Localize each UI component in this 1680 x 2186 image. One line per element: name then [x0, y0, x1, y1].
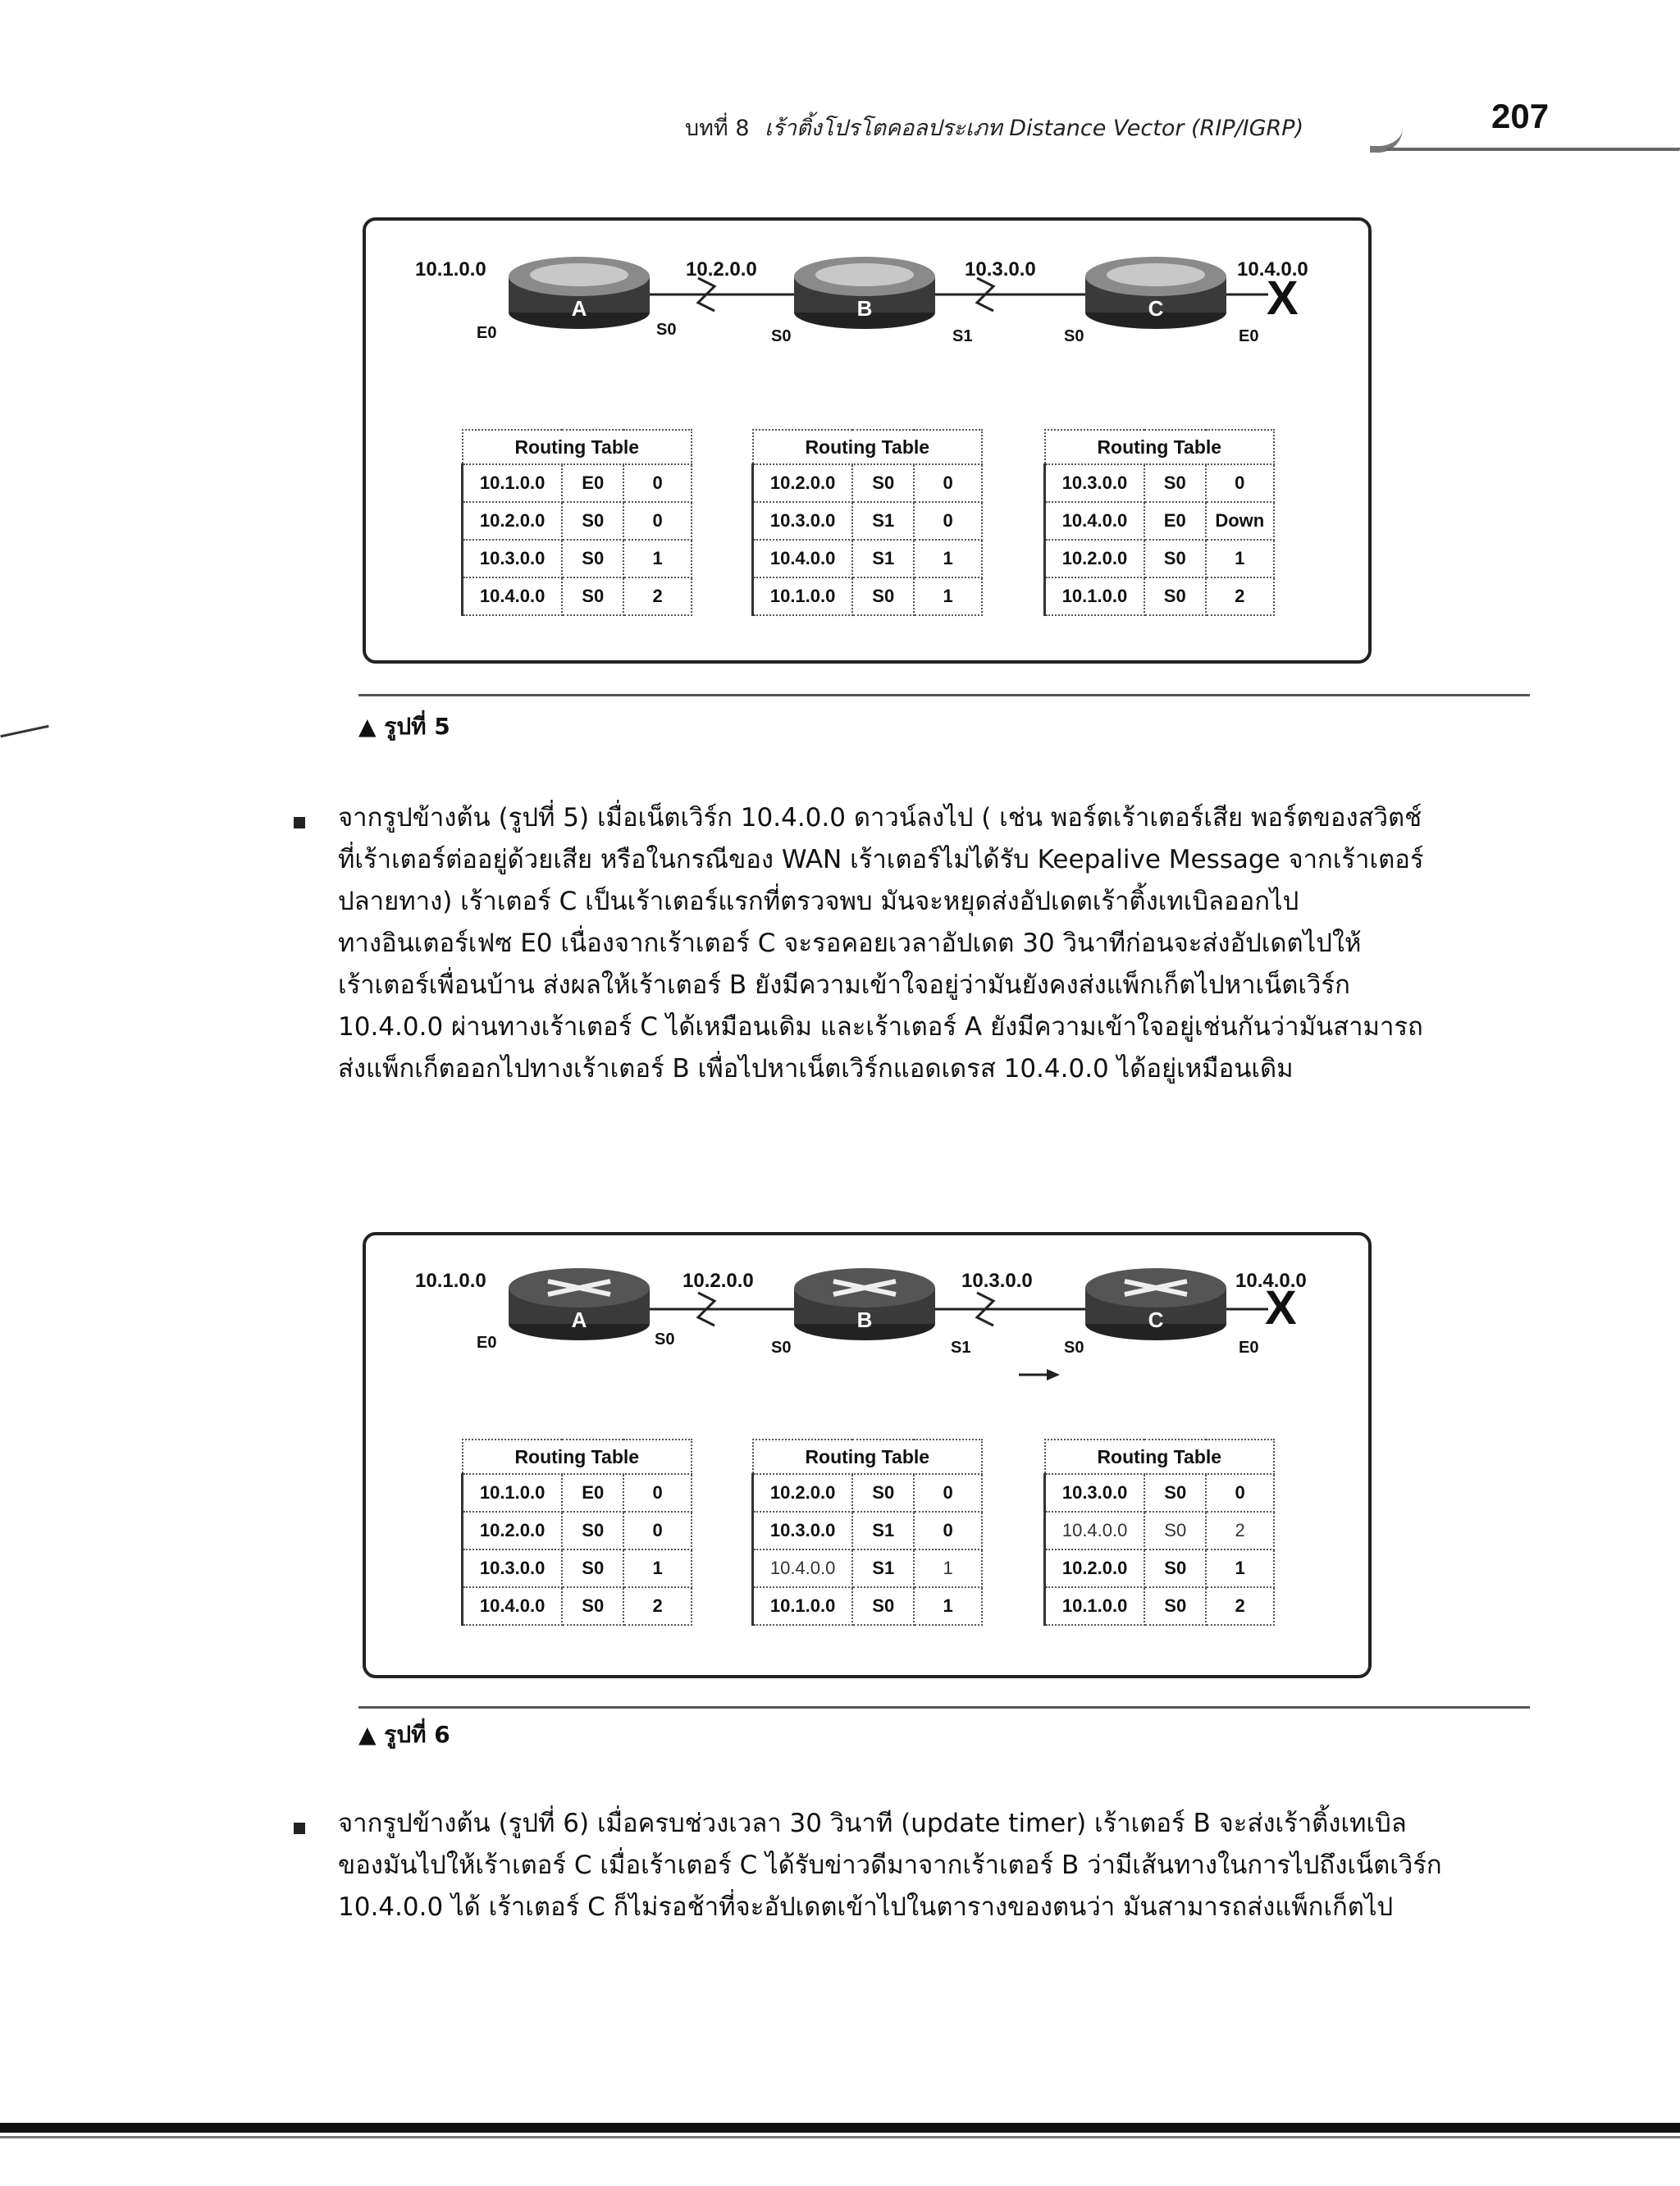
router-label: A	[571, 1307, 587, 1332]
table-row: 10.1.0.0 S0 1	[753, 1587, 983, 1625]
table-row: 10.4.0.0 S0 2	[1045, 1512, 1275, 1549]
interface-label: S1	[952, 327, 973, 345]
table-row: 10.2.0.0 S0 1	[1045, 1549, 1275, 1587]
table-row: 10.3.0.0 S0 0	[1045, 1474, 1275, 1512]
caption-rule	[358, 1706, 1530, 1709]
figure-caption: ▲ รูปที่ 6	[358, 1721, 450, 1748]
link-down-icon: X	[1267, 272, 1299, 325]
table-row: 10.4.0.0 E0 Down	[1045, 502, 1275, 540]
interface-label: E0	[1239, 1339, 1259, 1357]
router-b	[792, 1265, 937, 1342]
router-c	[1084, 253, 1228, 331]
footer-rule	[0, 2123, 1680, 2133]
interface-label: E0	[477, 1334, 497, 1352]
interface-label: S0	[1064, 327, 1084, 345]
table-row: 10.1.0.0 E0 0	[463, 1474, 692, 1512]
network-label: 10.1.0.0	[415, 1270, 486, 1292]
network-topology	[366, 221, 1368, 393]
footer-rule	[0, 2136, 1680, 2138]
router-c	[1084, 1265, 1228, 1342]
table-title: Routing Table	[753, 1440, 983, 1474]
table-row: 10.3.0.0 S0 1	[463, 540, 692, 577]
interface-label: S0	[656, 321, 677, 339]
network-label: 10.4.0.0	[1237, 258, 1308, 281]
body-paragraph: จากรูปข้างต้น (รูปที่ 5) เมื่อเน็ตเวิร์ก 10.4.0.0 ดาวน์ลงไป ( เช่น พอร์ตเร้าเตอร์เสีย พอร์ตของสวิตช์ ที่เร้าเตอร์ต่ออยู่ด้วยเสีย หรือในกรณีของ WAN เร้าเตอร์ไม่ได้รับ Keepalive Message จากเร้าเตอร์ ปลายทาง) เร้าเตอร์ C เป็นเร้าเตอร์แรกที่ตรวจพบ มันจะหยุดส่งอัปเดตเร้าติ้งเทเบิลออกไป ทางอินเตอร์เฟซ E0 เนื่องจากเร้าเตอร์ C จะรอคอยเวลาอัปเดต 30 วินาทีก่อนจะส่งอัปเดตไปให้ เร้าเตอร์เพื่อนบ้าน ส่งผลให้เร้าเตอร์ B ยังมีความเข้าใจอยู่ว่ามันยังคงส่งแพ็กเก็ตไปหาเน็ตเวิร์ก 10.4.0.0 ผ่านทางเร้าเตอร์ C ได้เหมือนเดิม และเร้าเตอร์ A ยังมีความเข้าใจอยู่เช่นกันว่ามันสามารถ ส่งแพ็กเก็ตออกไปทางเร้าเตอร์ B เพื่อไปหาเน็ตเวิร์กแอดเดรส 10.4.0.0 ได้อยู่เหมือนเดิม	[338, 803, 1424, 1084]
interface-label: S0	[771, 1339, 792, 1357]
interface-label: S1	[951, 1339, 971, 1357]
header-rule	[1386, 148, 1680, 151]
network-topology	[366, 1235, 1368, 1408]
table-row: 10.2.0.0 S0 0	[463, 502, 692, 540]
interface-label: E0	[1239, 327, 1259, 345]
routing-table-b	[751, 429, 983, 616]
router-label: C	[1148, 1307, 1164, 1332]
table-row: 10.2.0.0 S0 0	[753, 1474, 983, 1512]
table-row: 10.1.0.0 S0 1	[753, 577, 983, 615]
router-label: C	[1148, 296, 1164, 321]
interface-label: E0	[477, 324, 497, 342]
page-header	[0, 97, 1680, 154]
table-row: 10.1.0.0 S0 2	[1045, 1587, 1275, 1625]
interface-label: S0	[1064, 1339, 1084, 1357]
chapter-title: เร้าติ้งโปรโตคอลประเภท Distance Vector (RIP/IGRP)	[765, 116, 1304, 141]
network-label: 10.4.0.0	[1235, 1270, 1307, 1292]
table-row: 10.3.0.0 S0 0	[1045, 464, 1275, 502]
router-a	[507, 1265, 651, 1342]
table-title: Routing Table	[1045, 430, 1275, 464]
page-number: 207	[1491, 97, 1550, 135]
network-label: 10.2.0.0	[682, 1270, 754, 1292]
table-title: Routing Table	[463, 1440, 692, 1474]
network-label: 10.3.0.0	[965, 258, 1036, 281]
margin-mark	[0, 725, 48, 737]
routing-table-c	[1043, 1439, 1275, 1626]
table-row: 10.4.0.0 S1 1	[753, 1549, 983, 1587]
table-row: 10.4.0.0 S1 1	[753, 540, 983, 577]
header-swoosh-decoration	[1370, 113, 1403, 153]
router-a	[507, 253, 651, 331]
network-label: 10.3.0.0	[961, 1270, 1033, 1292]
table-row: 10.2.0.0 S0 0	[753, 464, 983, 502]
caption-rule	[358, 694, 1530, 696]
table-row: 10.4.0.0 S0 2	[463, 1587, 692, 1625]
router-label: B	[856, 1307, 873, 1332]
bullet-icon	[294, 817, 305, 828]
routing-table-a	[461, 429, 692, 616]
link-down-icon: X	[1265, 1281, 1297, 1335]
bullet-icon	[294, 1823, 305, 1834]
router-label: A	[571, 296, 587, 321]
figure-5	[363, 217, 1372, 664]
network-label: 10.2.0.0	[686, 258, 757, 281]
routing-table-c	[1043, 429, 1275, 616]
table-row: 10.4.0.0 S0 2	[463, 577, 692, 615]
router-label: B	[856, 296, 873, 321]
interface-label: S0	[771, 327, 792, 345]
figure-6	[363, 1232, 1372, 1678]
running-header	[685, 110, 1303, 145]
body-paragraph: จากรูปข้างต้น (รูปที่ 6) เมื่อครบช่วงเวลา 30 วินาที (update timer) เร้าเตอร์ B จะส่งเร้าติ้งเทเบิล ของมันไปให้เร้าเตอร์ C เมื่อเร้าเตอร์ C ได้รับข่าวดีมาจากเร้าเตอร์ B ว่ามีเส้นทางในการไปถึงเน็ตเวิร์ก 10.4.0.0 ได้ เร้าเตอร์ C ก็ไม่รอช้าที่จะอัปเดตเข้าไปในตารางของตนว่า มันสามารถส่งแพ็กเก็ตไป	[338, 1809, 1442, 1922]
table-title: Routing Table	[1045, 1440, 1275, 1474]
table-title: Routing Table	[753, 430, 983, 464]
table-row: 10.2.0.0 S0 1	[1045, 540, 1275, 577]
table-row: 10.1.0.0 E0 0	[463, 464, 692, 502]
routing-table-b	[751, 1439, 983, 1626]
table-row: 10.3.0.0 S1 0	[753, 502, 983, 540]
routing-table-a	[461, 1439, 692, 1626]
chapter-label: บทที่ 8	[685, 116, 750, 141]
table-row: 10.1.0.0 S0 2	[1045, 577, 1275, 615]
router-b	[792, 253, 937, 331]
table-row: 10.2.0.0 S0 0	[463, 1512, 692, 1549]
network-label: 10.1.0.0	[415, 258, 486, 281]
interface-label: S0	[655, 1330, 675, 1349]
table-row: 10.3.0.0 S1 0	[753, 1512, 983, 1549]
table-row: 10.3.0.0 S0 1	[463, 1549, 692, 1587]
table-title: Routing Table	[463, 430, 692, 464]
figure-caption: ▲ รูปที่ 5	[358, 713, 450, 740]
